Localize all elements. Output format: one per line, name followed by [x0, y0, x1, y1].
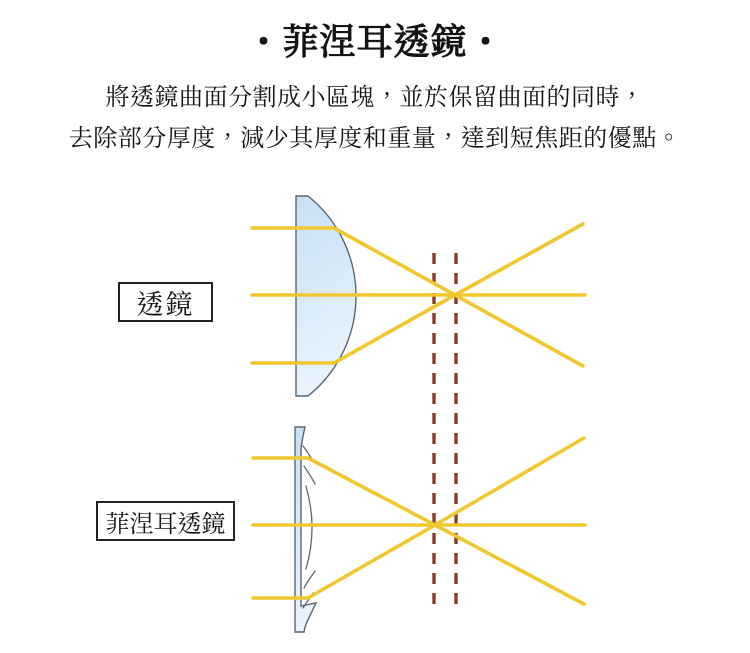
page-title: ・菲涅耳透鏡・ [245, 21, 505, 62]
fresnel-lens-rays [253, 438, 585, 604]
fresnel-label: 菲涅耳透鏡 [105, 510, 226, 538]
description-line-1: 將透鏡曲面分割成小區塊，並於保留曲面的同時， [105, 84, 645, 111]
fresnel-facet-lines [303, 446, 315, 608]
lens-label: 透鏡 [136, 289, 195, 320]
lens-label-box [118, 282, 213, 322]
description-line-2: 去除部分厚度，減少其厚度和重量，達到短焦距的優點。 [68, 125, 682, 152]
fresnel-label-box [96, 501, 235, 541]
ray-bottom-upper [253, 458, 584, 604]
